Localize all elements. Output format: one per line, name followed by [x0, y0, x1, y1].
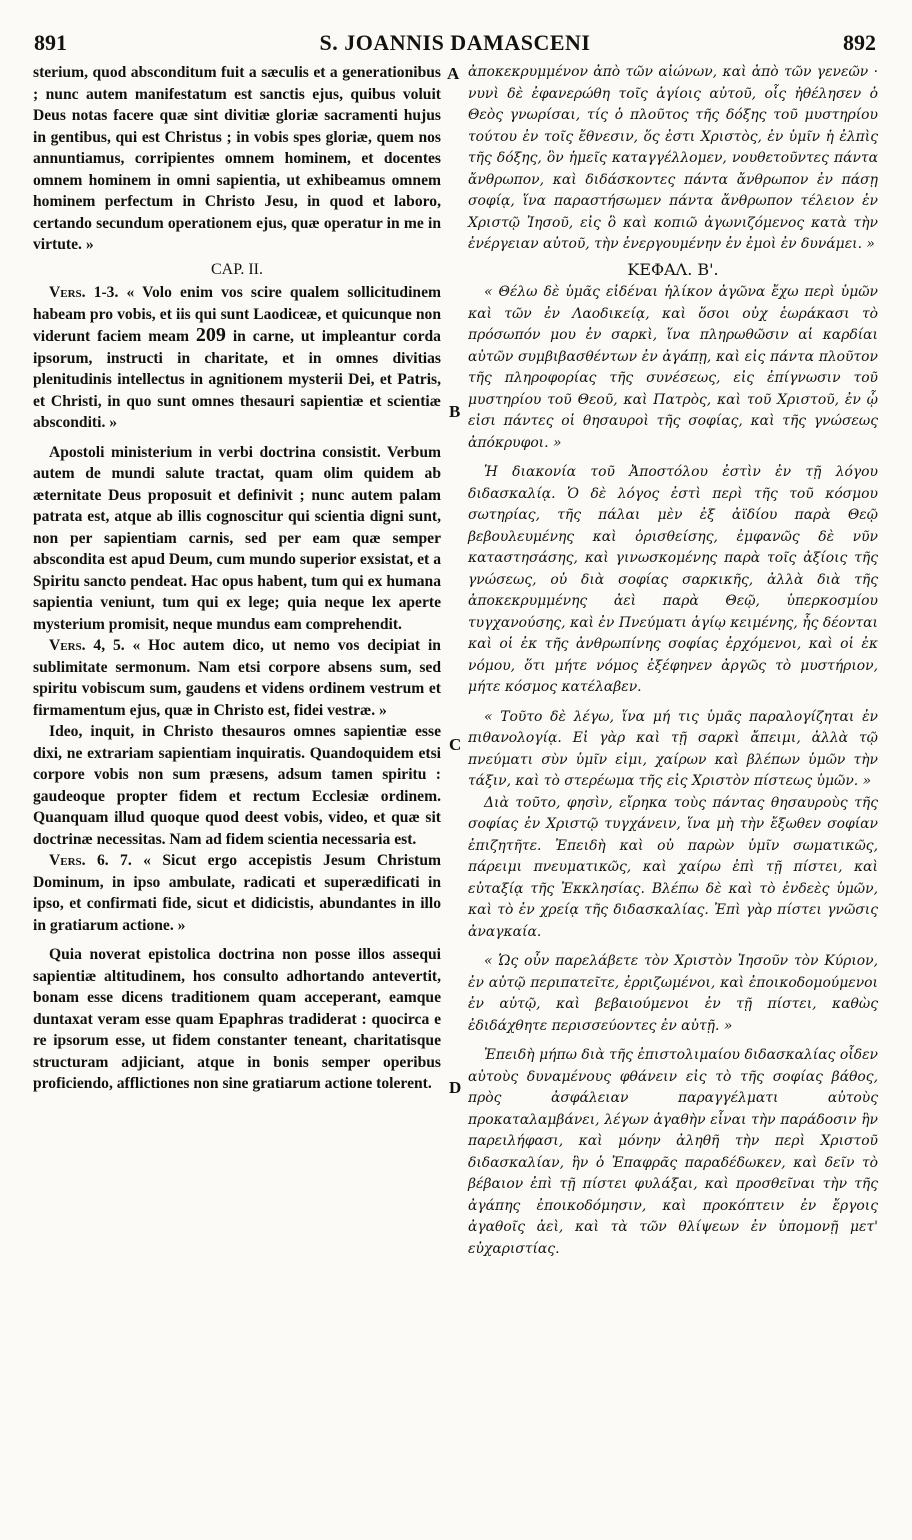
latin-paragraph-4: Quia noverat epistolica doctrina non posse illos assequi sapientiæ altitudinem, hos consulto adhortando antevertit, bonam esse dicens traditionem quam acceperant, eamque duntaxat veram esse quam Epaphras tradiderat : quocirca e re ipsorum esse, ut fidem constanter teneant, charitatisque structuram adjiciant, atque in bonis semper operibus proficiendo, afflictiones non sine gratiarum actione tolerent.	[33, 946, 441, 1092]
verse-label: Vers. 4, 5.	[49, 637, 125, 654]
latin-verse-4-5	[33, 635, 441, 721]
latin-paragraph-1: sterium, quod absconditum fuit a sæculis et a generationibus ; nunc autem manifestatum est sanctis ejus, quibus voluit Deus notas facere quæ sint divitiæ gloriæ sacramenti hujus in gentibus, qui est Christus ; in vobis spes gloriæ, quem nos annuntiamus, corripientes omnem hominem, et docentes omnem hominem in omni sapientia, ut exhibeamus omnem hominem perfectum in Christo Jesu, in quod et laboro, certando secundum operationem ejus, quæ operatur in me in virtute. »	[33, 64, 441, 253]
margin-letter-b: B	[449, 402, 461, 421]
margin-letter-c: C	[449, 735, 462, 754]
latin-verse-6-7	[33, 850, 441, 936]
greek-paragraph-4: Ἐπειδὴ μήπω διὰ τῆς ἐπιστολιμαίου διδασκαλίας οἶδεν αὐτοὺς δυναμένους φθάνειν εἰς τὸ τῆς σοφίας βάθος, πρὸς ἀσφάλειαν παραγγέλματι αὐτοὺς προκαταλαμβάνει, λέγων ἀγαθὴν εἶναι τὴν παράδοσιν ἣν παρειλήφασι, καὶ μόνην ἀληθῆ τὴν περὶ Χριστοῦ διδασκαλίαν, ἣν ὁ Ἐπαφρᾶς παραδέδωκεν, καὶ δεῖν τὸ βέβαιον ἐπὶ τῇ πίστει φυλάξαι, καὶ προσθεῖναι τὴν τῆς ἀγάπης ἐποικοδόμησιν, καὶ προκόπτειν ἐν ἔργοις ἀγαθοῖς ἀεὶ, καὶ τὰ τῶν θλίψεων ἐν ὑπομονῇ μετ' εὐχαριστίας.	[468, 1047, 878, 1257]
left-page-number: 891	[34, 30, 67, 55]
margin-letter-d: D	[449, 1078, 462, 1097]
latin-paragraph-3: Ideo, inquit, in Christo thesauros omnes sapientiæ esse dixi, ne extrariam sapientiam inquiratis. Quandoquidem etsi corpore vobis non sum præsens, adsum tamen spiritu : gaudeoque propter fidem et rectum Ecclesiæ ordinem. Quanquam illud quoque quod deest vobis, video, et quæ sit doctrinæ necessitas. Nam ad fidem scientia necessaria est.	[33, 723, 441, 848]
greek-paragraph-1: ἀποκεκρυμμένον ἀπὸ τῶν αἰώνων, καὶ ἀπὸ τῶν γενεῶν · νυνὶ δὲ ἐφανερώθη τοῖς ἁγίοις αὐτοῦ, οἷς ἠθέλησεν ὁ Θεὸς γνωρίσαι, τίς ὁ πλοῦτος τῆς δόξης τοῦ μυστηρίου τούτου ἐν τοῖς ἔθνεσιν, ὅς ἐστι Χριστὸς, ἐν ὑμῖν ἡ ἐλπὶς τῆς δόξης, ὃν ἡμεῖς καταγγέλλομεν, νουθετοῦντες πάντα ἄνθρωπον, καὶ διδάσκοντες πάντα ἄνθρωπον ἐν πάσῃ σοφίᾳ, ἵνα παραστήσωμεν πάντα ἄνθρωπον τέλειον ἐν Χριστῷ Ἰησοῦ, εἰς ὃ καὶ κοπιῶ ἀγωνιζόμενος κατὰ τὴν ἐνέργειαν αὐτοῦ, τὴν ἐνεργουμένην ἐν ἐμοὶ ἐν δυνάμει. »	[468, 64, 878, 252]
running-title: S. JOANNIS DAMASCENI	[319, 30, 591, 55]
latin-chapter-heading: CAP. II.	[210, 260, 263, 278]
latin-paragraph-2: Apostoli ministerium in verbi doctrina consistit. Verbum autem de mundi salute tractat, quam olim quidem ab æternitate Deus proposuit et definivit ; nunc autem palam patrata est, atque ab illis cognoscitur qui scientia digni sunt, non per sapientiam carnis, sed per eam quæ semper abscondita est apud Deum, cum mundo superior exsistat, et a Spiritu sancto pendeat. Hac opus habent, tum qui ex humana sapientia veniunt, tum qui ex lege; quia neque lex aperte mysterium promisit, neque mundus eam comprehendit.	[33, 443, 441, 633]
verse-label: Vers. 6. 7.	[49, 852, 132, 869]
greek-chapter-heading: ΚΕΦΑΛ. Β'.	[627, 259, 719, 279]
verse-text: « Hoc autem dico, ut nemo vos decipiat in sublimitate sermonum. Nam etsi corpore absens sum, sed spiritu vobiscum sum, gaudens et videns ordinem vestrum et firmamentum ejus, quæ in Christo est, fidei vestræ. »	[33, 637, 441, 719]
greek-verse-4-5: « Τοῦτο δὲ λέγω, ἵνα μή τις ὑμᾶς παραλογίζηται ἐν πιθανολογίᾳ. Εἰ γὰρ καὶ τῇ σαρκὶ ἄπειμι, ἀλλὰ τῷ πνεύματι σὺν ὑμῖν εἰμι, χαίρων καὶ βλέπων ὑμῶν τὴν τάξιν, καὶ τὸ στερέωμα τῆς εἰς Χριστὸν πίστεως ὑμῶν. »	[468, 708, 878, 789]
verse-text: « Sicut ergo accepistis Jesum Christum Dominum, in ipso ambulate, radicati et superædificati in ipso, et confirmati fide, sicut et didicistis, abundantes in illo in gratiarum actione. »	[33, 852, 441, 934]
margin-letter-a: A	[447, 64, 460, 83]
verse-text-cont: in carne, ut impleantur corda ipsorum, instructi in charitate, et in omnes divitias plenitudinis intellectus in agnitionem mysterii Dei, et Patris, et Christi, in quo sunt omnes thesauri sapientiæ et scientiæ absconditi. »	[33, 328, 441, 431]
verse-label: Vers. 1-3.	[49, 284, 119, 301]
latin-verse-1-3	[33, 282, 441, 434]
greek-paragraph-2: Ἡ διακονία τοῦ Ἀποστόλου ἐστὶν ἐν τῇ λόγου διδασκαλίᾳ. Ὁ δὲ λόγος ἐστὶ περὶ τῆς τοῦ κόσμου σωτηρίας, τῆς πάλαι μὲν ἐξ ἀϊδίου παρὰ Θεῷ βεβουλευμένης καὶ ὁρισθείσης, ἐμφανῶς δὲ νῦν καταστησάσης, καὶ γινωσκομένης παρὰ τοῖς ἀξίοις τῆς γνώσεως, οὐ διὰ σοφίας σαρκικῆς, ἀλλὰ διὰ τῆς ἀποκεκρυμμένης ἀεὶ παρὰ Θεῷ, ὑπερκοσμίου τυγχανούσης, καὶ ἐν Πνεύματι ἁγίῳ κειμένης, ἧς δέονται καὶ οἱ ἐκ τῆς ἀνθρωπίνης σοφίας ἐρχόμενοι, καὶ οἱ ἐκ νόμου, ὅτι μήτε νόμος ἐξέφηνεν ἀργῶς τὸ μυστήριον, μήτε κόσμος κατέλαβεν.	[468, 464, 878, 695]
greek-verse-1-3: « Θέλω δὲ ὑμᾶς εἰδέναι ἡλίκον ἀγῶνα ἔχω περὶ ὑμῶν καὶ τῶν ἐν Λαοδικείᾳ, καὶ ὅσοι οὐχ ἑωράκασι τὸ πρόσωπόν μου ἐν σαρκὶ, ἵνα πληρωθῶσιν αἱ καρδίαι αὐτῶν συμβιβασθέντων ἐν ἀγάπῃ, καὶ εἰς πάντα πλοῦτον τῆς πληροφορίας τῆς συνέσεως, εἰς ἐπίγνωσιν τοῦ μυστηρίου τοῦ Θεοῦ, καὶ Πατρὸς, καὶ τοῦ Χριστοῦ, ἐν ᾧ εἰσι πάντες οἱ θησαυροὶ τῆς σοφίας, καὶ τῆς γνώσεως ἀπόκρυφοι. »	[468, 284, 878, 451]
greek-column	[468, 62, 878, 1260]
greek-paragraph-3: Διὰ τοῦτο, φησὶν, εἴρηκα τοὺς πάντας θησαυροὺς τῆς σοφίας ἐν Χριστῷ τυγχάνειν, ἵνα μὴ τὴν ἔξωθεν σοφίαν ἐπιζητῆτε. Ἐπειδὴ καὶ οὐ παρὼν ὑμῖν σωματικῶς, πάρειμι πνευματικῶς, καὶ χαίρω ἐπὶ τῇ πίστει, καὶ εὐταξίᾳ τῆς Ἐκκλησίας. Βλέπω δὲ καὶ τὸ ἐνδεὲς ὑμῶν, καὶ τὸ ἐν χρείᾳ τῆς διδασκαλίας. Ἐπὶ γὰρ πίστει γνῶσις ἀναγκαία.	[468, 794, 878, 940]
right-page-number: 892	[843, 30, 876, 55]
latin-column	[33, 62, 441, 1095]
running-header	[34, 30, 876, 60]
verse-text: « Volo enim vos scire qualem sollicitudinem habeam pro vobis, et iis qui sunt Laodiceæ, et quicunque non viderunt faciem meam	[33, 284, 441, 345]
greek-verse-6-7: « Ὡς οὖν παρελάβετε τὸν Χριστὸν Ἰησοῦν τὸν Κύριον, ἐν αὐτῷ περιπατεῖτε, ἐρριζωμένοι, καὶ ἐποικοδομούμενοι ἐν αὐτῷ, καὶ βεβαιούμενοι ἐν τῇ πίστει, καθὼς ἐδιδάχθητε περισσεύοντες ἐν αὐτῇ. »	[468, 953, 878, 1034]
column-number-209: 209	[195, 324, 226, 346]
